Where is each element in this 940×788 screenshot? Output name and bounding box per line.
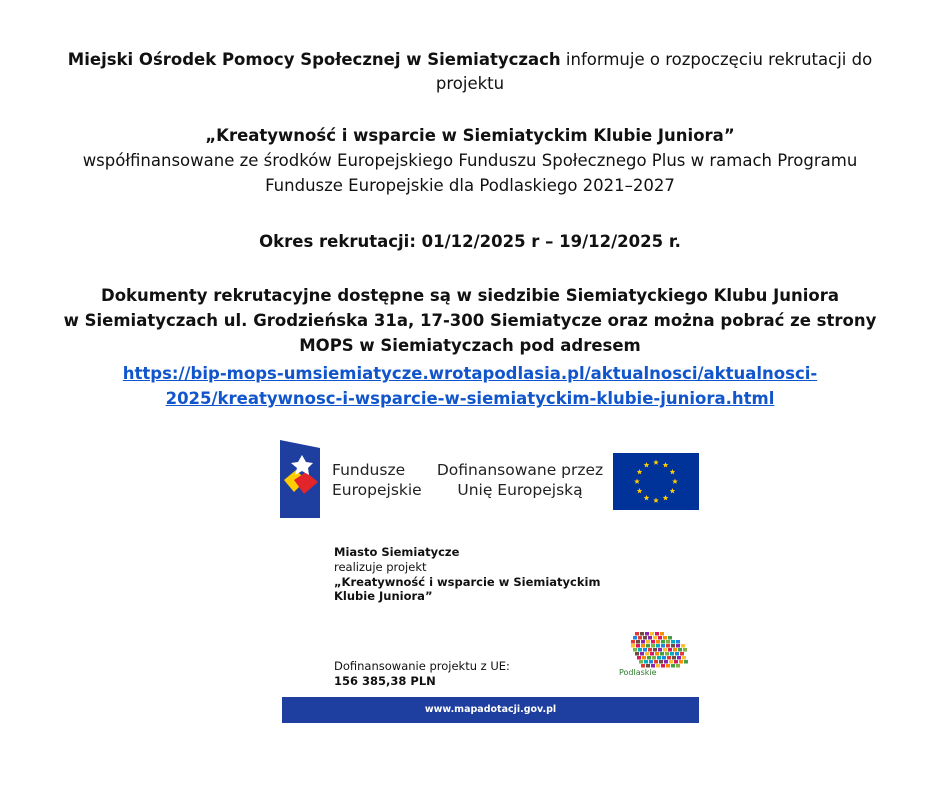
bison-tile xyxy=(651,664,655,668)
bison-tile xyxy=(679,660,683,664)
bison-tile xyxy=(653,636,657,640)
bison-tile xyxy=(657,656,661,660)
bison-tile xyxy=(653,648,657,652)
bison-tile xyxy=(648,636,652,640)
mapadotacji-url-bar[interactable]: www.mapadotacji.gov.pl xyxy=(282,697,699,723)
bison-tile xyxy=(661,644,665,648)
bison-tile xyxy=(638,648,642,652)
bison-tile xyxy=(655,632,659,636)
bison-tile xyxy=(676,664,680,668)
bison-tile xyxy=(667,656,671,660)
bison-tile xyxy=(641,664,645,668)
bison-tile xyxy=(644,660,648,664)
cofinanced-by-eu-text xyxy=(430,460,610,500)
bison-tile xyxy=(651,640,655,644)
cofinance-line-1: współfinansowane ze środków Europejskiego Funduszu Społecznego Plus w ramach Programu xyxy=(82,151,858,170)
bison-tile xyxy=(643,636,647,640)
bison-tile xyxy=(669,660,673,664)
funding-logo-bar xyxy=(280,440,700,520)
bison-tile xyxy=(680,652,684,656)
documents-link-line-2[interactable]: 2025/kreatywnosc-i-wsparcie-w-siemiatyckim-klubie-juniora.html xyxy=(165,389,775,408)
bison-tile xyxy=(675,652,679,656)
plaque-city: Miasto Siemiatycze xyxy=(334,545,460,559)
plaque-funding-amount: 156 385,38 PLN xyxy=(334,674,436,688)
bison-tile xyxy=(638,636,642,640)
bison-tile xyxy=(654,660,658,664)
bison-tile xyxy=(672,656,676,660)
plaque-realizes: realizuje projekt xyxy=(334,560,427,574)
bison-tile xyxy=(655,652,659,656)
bison-tile xyxy=(661,664,665,668)
bison-tile xyxy=(639,660,643,664)
bison-tile xyxy=(671,664,675,668)
documents-link-line-1[interactable]: https://bip-mops-umsiemiatycze.wrotapodlasia.pl/aktualnosci/aktualnosci- xyxy=(122,364,818,383)
bison-tile xyxy=(633,648,637,652)
bison-tile xyxy=(677,656,681,660)
bison-tile xyxy=(671,644,675,648)
fe-line-1: Fundusze xyxy=(332,461,406,479)
bison-tile xyxy=(678,648,682,652)
bison-tile xyxy=(668,648,672,652)
bison-tile xyxy=(673,648,677,652)
eu-flag-icon xyxy=(613,453,699,510)
bison-tile xyxy=(661,640,665,644)
dof-line-2: Unię Europejską xyxy=(457,481,583,499)
bison-tile xyxy=(647,656,651,660)
fundusze-europejskie-text xyxy=(332,460,422,500)
bison-tile xyxy=(643,648,647,652)
bison-tile xyxy=(645,652,649,656)
bison-tile xyxy=(663,648,667,652)
recruitment-period: Okres rekrutacji: 01/12/2025 r – 19/12/2025 r. xyxy=(259,232,681,251)
bison-tile xyxy=(659,660,663,664)
bison-tile xyxy=(660,652,664,656)
bison-tile xyxy=(674,660,678,664)
bison-tile xyxy=(670,652,674,656)
bison-tile xyxy=(635,632,639,636)
bison-tile xyxy=(635,652,639,656)
bison-tile xyxy=(676,640,680,644)
fundusze-europejskie-logo-icon xyxy=(280,440,320,518)
intro-paragraph xyxy=(0,48,940,96)
bison-tile xyxy=(641,640,645,644)
bison-tile xyxy=(676,644,680,648)
bison-tile xyxy=(636,644,640,648)
bison-tile xyxy=(681,644,685,648)
documents-line-1: Dokumenty rekrutacyjne dostępne są w siedzibie Siemiatyckiego Klubu Juniora xyxy=(101,286,839,305)
bison-tile xyxy=(631,640,635,644)
bison-tile xyxy=(683,648,687,652)
bison-tile xyxy=(663,636,667,640)
plaque-project-title: „Kreatywność i wsparcie w Siemiatyckim Klubie Juniora” xyxy=(334,575,601,603)
bison-tile xyxy=(664,660,668,664)
project-plaque xyxy=(282,535,699,723)
documents-line-3: MOPS w Siemiatyczach pod adresem xyxy=(299,336,641,355)
bison-tile xyxy=(646,664,650,668)
bison-tile xyxy=(656,640,660,644)
plaque-funding-label: Dofinansowanie projektu z UE: xyxy=(334,659,510,673)
bison-tile xyxy=(665,652,669,656)
bison-tile xyxy=(684,660,688,664)
cofinance-line-2: Fundusze Europejskie dla Podlaskiego 2021–2027 xyxy=(265,176,675,195)
intro-line-1 xyxy=(0,48,940,72)
bison-tile xyxy=(658,648,662,652)
bison-tile xyxy=(656,644,660,648)
bison-tile xyxy=(658,636,662,640)
bison-tile xyxy=(648,648,652,652)
bison-tile xyxy=(642,656,646,660)
intro-line-2: projektu xyxy=(435,74,505,93)
bison-tile xyxy=(652,656,656,660)
bison-tile xyxy=(660,632,664,636)
bison-tile xyxy=(631,644,635,648)
bison-tile xyxy=(651,644,655,648)
bison-tile xyxy=(666,644,670,648)
bison-tile xyxy=(646,644,650,648)
bison-tile xyxy=(646,640,650,644)
bison-tile xyxy=(645,632,649,636)
bison-tile xyxy=(633,636,637,640)
bison-tile xyxy=(662,656,666,660)
bison-tile xyxy=(666,640,670,644)
bison-tile xyxy=(641,644,645,648)
podlaskie-label: Podlaskie xyxy=(619,668,657,677)
bison-tile xyxy=(637,656,641,660)
fe-line-2: Europejskie xyxy=(332,481,422,499)
bison-tile xyxy=(636,640,640,644)
dof-line-1: Dofinansowane przez xyxy=(436,461,604,479)
bison-tile xyxy=(666,664,670,668)
bison-tile xyxy=(656,664,660,668)
project-paragraph xyxy=(0,123,940,198)
bison-tile xyxy=(650,632,654,636)
bison-tile xyxy=(682,656,686,660)
project-title: „Kreatywność i wsparcie w Siemiatyckim Klubie Juniora” xyxy=(205,126,735,145)
bison-tile xyxy=(640,652,644,656)
bison-tile xyxy=(650,652,654,656)
documents-paragraph xyxy=(0,283,940,358)
org-name: Miejski Ośrodek Pomocy Społecznej w Siemiatyczach xyxy=(67,50,561,69)
documents-link[interactable] xyxy=(0,361,940,411)
intro-line-1-rest: informuje o rozpoczęciu rekrutacji do xyxy=(560,50,873,69)
bison-tile xyxy=(668,636,672,640)
bison-tile xyxy=(640,632,644,636)
bison-tile xyxy=(671,640,675,644)
bison-tile xyxy=(649,660,653,664)
documents-line-2: w Siemiatyczach ul. Grodzieńska 31a, 17-300 Siemiatycze oraz można pobrać ze strony xyxy=(63,311,877,330)
